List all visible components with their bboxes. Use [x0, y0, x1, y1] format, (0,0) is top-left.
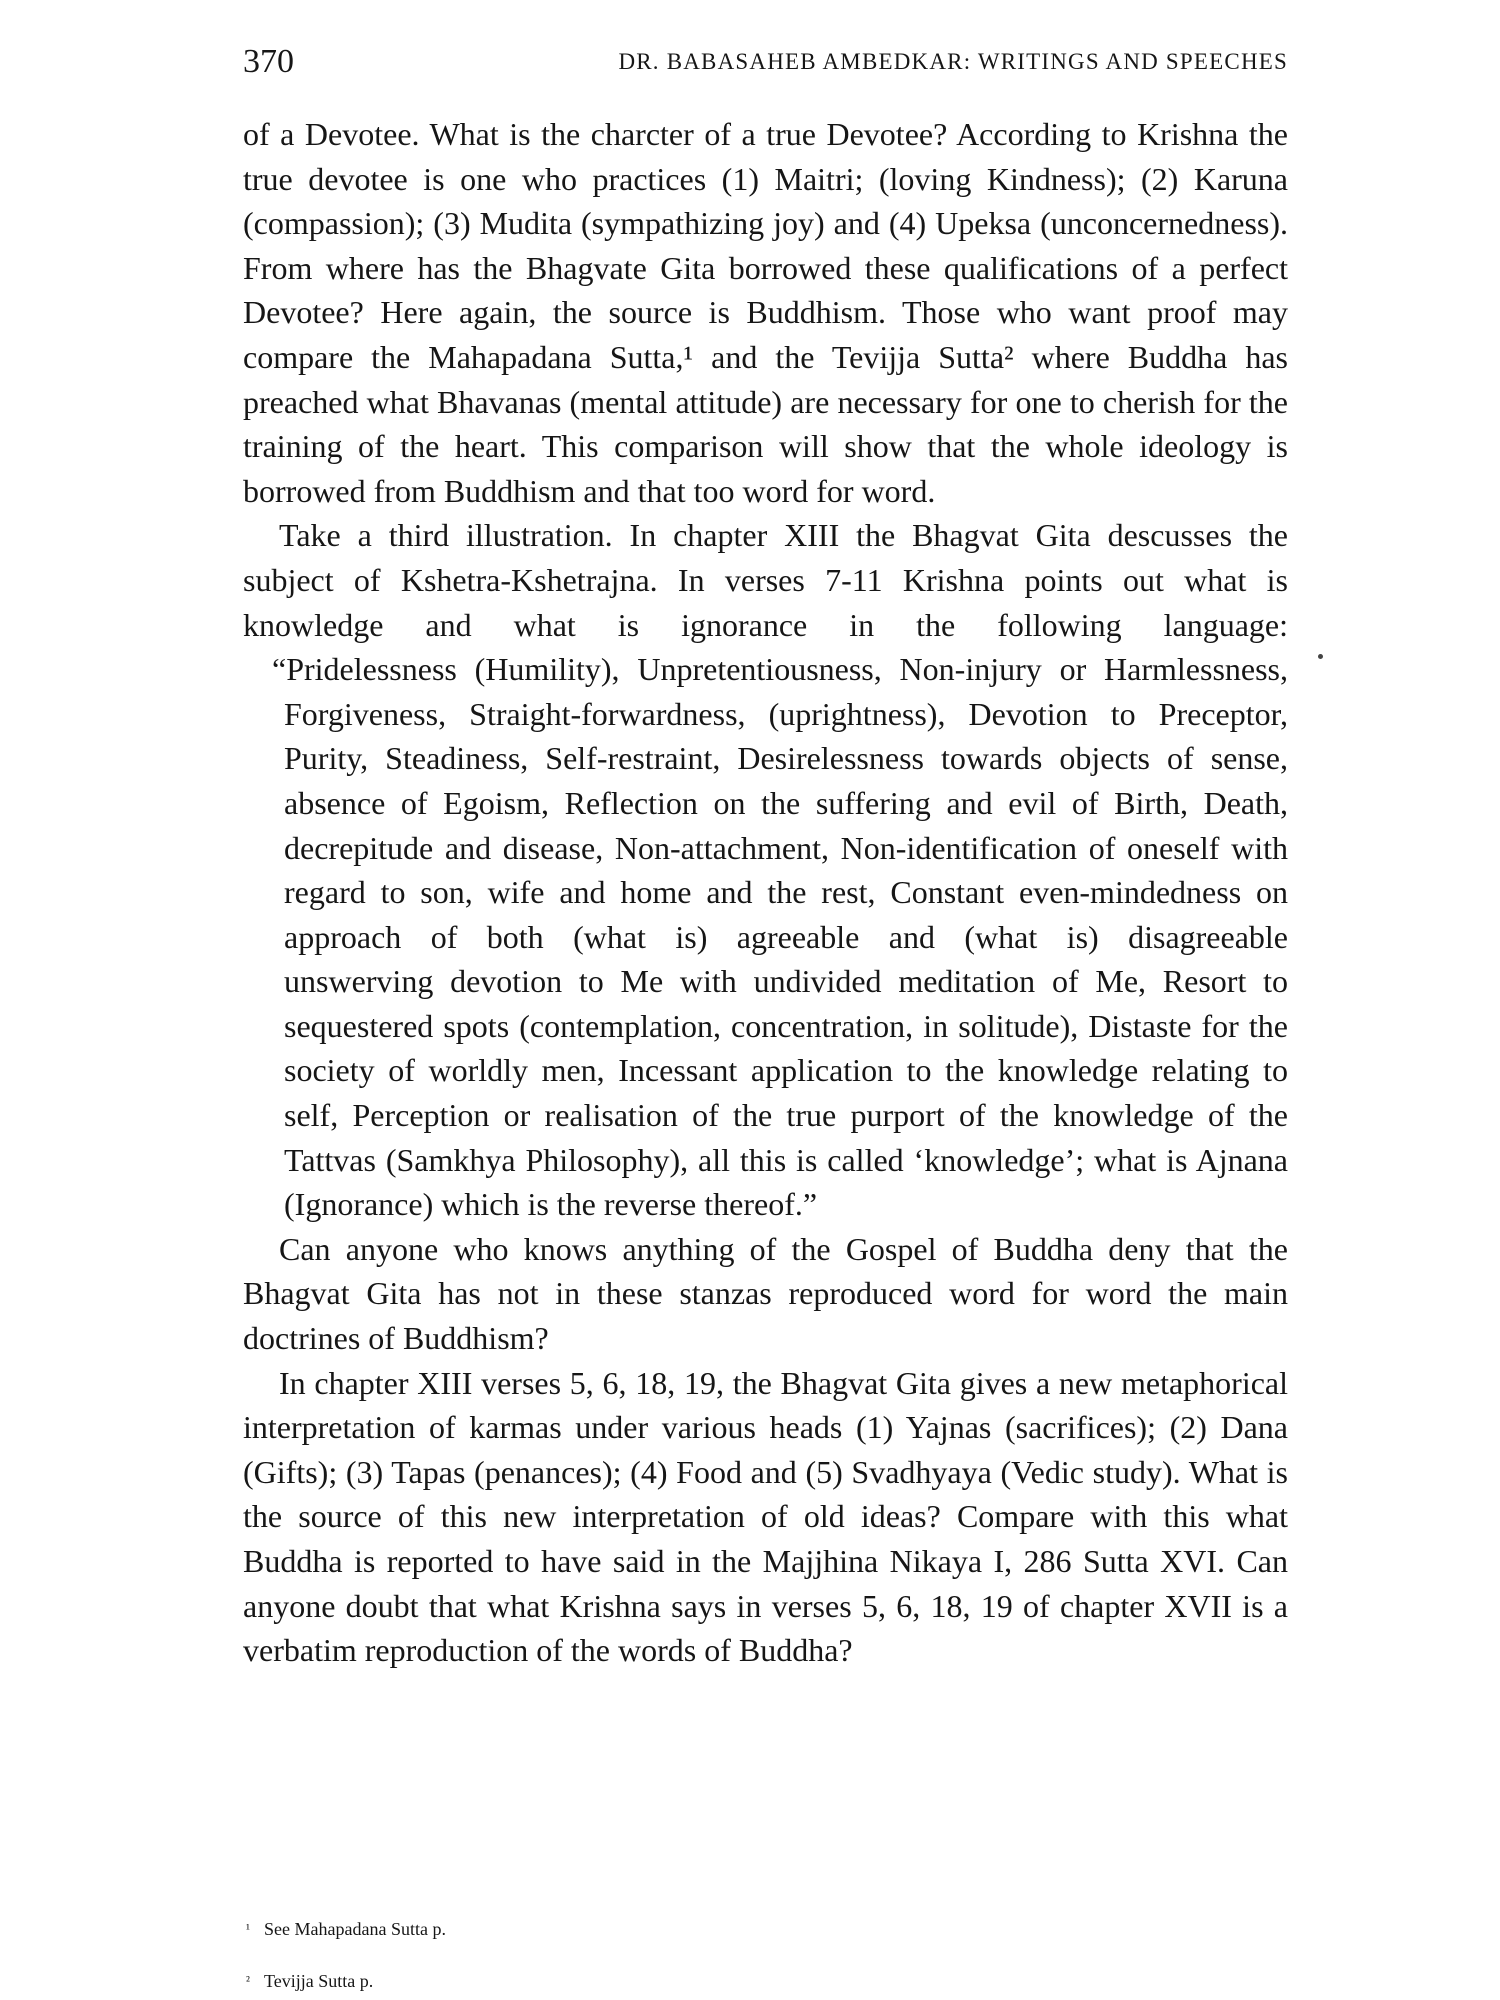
footnote-2-mark: ² [246, 1973, 250, 1988]
page-body [243, 112, 1288, 1673]
page-number: 370 [243, 43, 294, 80]
paragraph-2: Take a third illustration. In chapter XIII the Bhagvat Gita descusses the subject of Kshetra-Kshetrajna. In verses 7-11 Krishna points out what is knowledge and what is ignorance in the following language: [243, 517, 1288, 643]
footnote-1 [246, 1918, 946, 1940]
quote-part-1: “Pridelessness (Humility), Unpretentiousness, Non-injury or Harmlessness, Forgiveness, Straight-forwardness, (uprightness), Devotion to Preceptor, Purity, Steadiness, Self-restraint, Desirelessness towards objects of sense, absence of Egoism, Reflection on the suffering and evil of Birth, Death, decrepitude and disease, Non-attachment, Non-identification of oneself with regard to son, wife and home and the rest, Constant even-mindedness on approach of both (what is) agreeable and (what is) disagreeable [272, 651, 1288, 955]
quote-part-2: unswerving devotion to Me with undivided meditation of Me, Resort to sequestered spots (contemplation, concentration, in solitude), Distaste for the society of worldly men, Incessant application to the knowledge relating to self, Perception or realisation of the true purport of the knowledge of the Tattvas (Samkhya Philosophy), all this is called ‘knowledge’; what is Ajnana (Ignorance) which is the reverse thereof.” [284, 963, 1288, 1223]
footnote-1-mark: ¹ [246, 1921, 250, 1936]
paragraph-1: of a Devotee. What is the charcter of a true Devotee? According to Krishna the true devotee is one who practices (1) Maitri; (loving Kindness); (2) Karuna (compassion); (3) Mudita (sympathizing joy) and (4) Upeksa (unconcernedness). From where has the Bhagvate Gita borrowed these qualifications of a perfect Devotee? Here again, the source is Buddhism. Those who want proof may compare the Mahapadana Sutta,¹ and the Tevijja Sutta² where Buddha has preached what Bhavanas (mental attitude) are necessary for one to cherish for the training of the heart. This comparison will show that the whole ideology is borrowed from Buddhism and that too word for word. [243, 116, 1288, 509]
footnotes [246, 1918, 946, 2000]
paragraph-4: In chapter XIII verses 5, 6, 18, 19, the Bhagvat Gita gives a new metaphorical interpretation of karmas under various heads (1) Yajnas (sacrifices); (2) Dana (Gifts); (3) Tapas (penances); (4) Food and (5) Svadhyaya (Vedic study). What is the source of this new interpretation of old ideas? Compare with this what Buddha is reported to have said in the Majjhina Nikaya I, 286 Sutta XVI. Can anyone doubt that what Krishna says in verses 5, 6, 18, 19 of chapter XVII is a verbatim reproduction of the words of Buddha? [243, 1364, 1288, 1669]
block-quote [272, 647, 1288, 1227]
footnote-2 [246, 1970, 946, 1992]
print-speck [1318, 654, 1323, 659]
footnote-2-text: Tevijja Sutta p. [264, 1971, 374, 1991]
page-header [243, 40, 1288, 84]
paragraph-3: Can anyone who knows anything of the Gospel of Buddha deny that the Bhagvat Gita has not in these stanzas reproduced word for word the main doctrines of Buddhism? [243, 1230, 1288, 1357]
running-title: DR. BABASAHEB AMBEDKAR: WRITINGS AND SPEECHES [618, 49, 1288, 74]
footnote-1-text: See Mahapadana Sutta p. [264, 1919, 446, 1939]
